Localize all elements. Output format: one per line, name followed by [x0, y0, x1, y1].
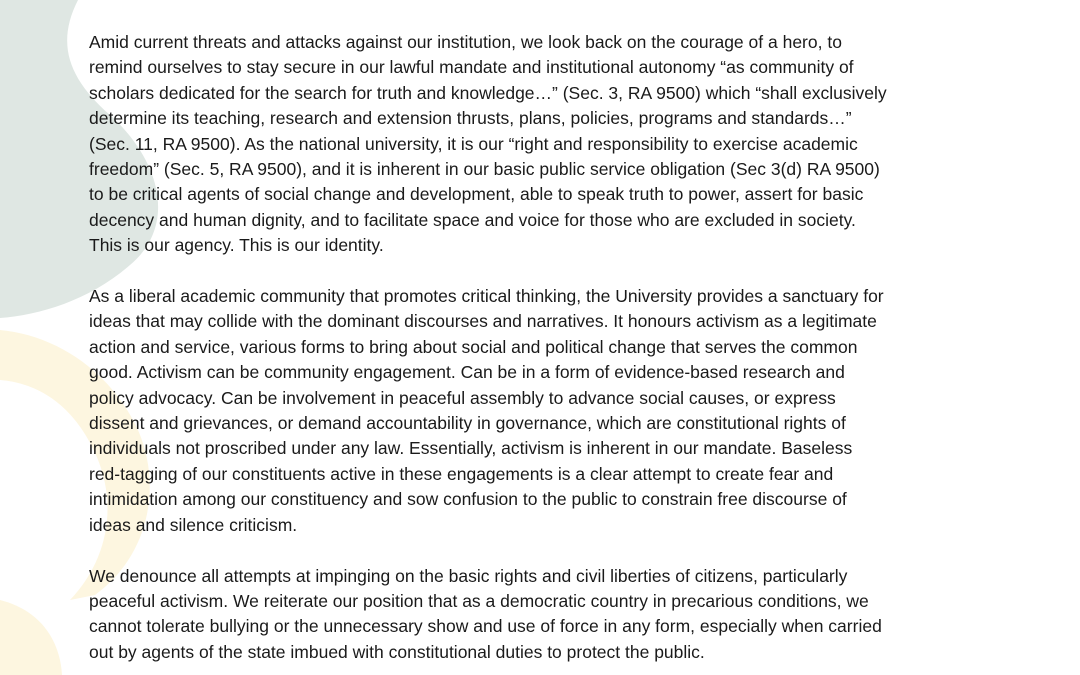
paragraph-3: We denounce all attempts at impinging on the basic rights and civil liberties of citizens, particularly peaceful activism. We reiterate our position that as a democratic country in precarious conditions, we cannot tolerate bullying or the unnecessary show and use of force in any form, especially when carried out by agents of the state imbued with constitutional duties to protect the public.	[89, 565, 882, 662]
document-body	[89, 30, 984, 675]
yellow-swoosh-lower	[0, 600, 62, 675]
paragraph-2: As a liberal academic community that promotes critical thinking, the University provides a sanctuary for ideas that may collide with the dominant discourses and narratives. It honours activism as a legitimate action and service, various forms to bring about social and political change that serves the common good. Activism can be community engagement. Can be in a form of evidence-based research and policy advocacy. Can be involvement in peaceful assembly to advance social causes, or express dissent and grievances, or demand accountability in governance, which are constitutional rights of individuals not proscribed under any law. Essentially, activism is inherent in our mandate. Baseless red-tagging of our constituents active in these engagements is a clear attempt to create fear and intimidation among our constituency and sow confusion to the public to constrain free discourse of ideas and silence criticism.	[89, 286, 884, 535]
paragraph-1: Amid current threats and attacks against our institution, we look back on the courage of a hero, to remind ourselves to stay secure in our lawful mandate and institutional autonomy “as community of scholars dedicated for the search for truth and knowledge…” (Sec. 3, RA 9500) which “shall exclusively determine its teaching, research and extension thrusts, plans, policies, programs and standards…” (Sec. 11, RA 9500). As the national university, it is our “right and responsibility to exercise academic freedom” (Sec. 5, RA 9500), and it is inherent in our basic public service obligation (Sec 3(d) RA 9500) to be critical agents of social change and development, able to speak truth to power, assert for basic decency and human dignity, and to facilitate space and voice for those who are excluded in society. This is our agency. This is our identity.	[89, 32, 887, 256]
